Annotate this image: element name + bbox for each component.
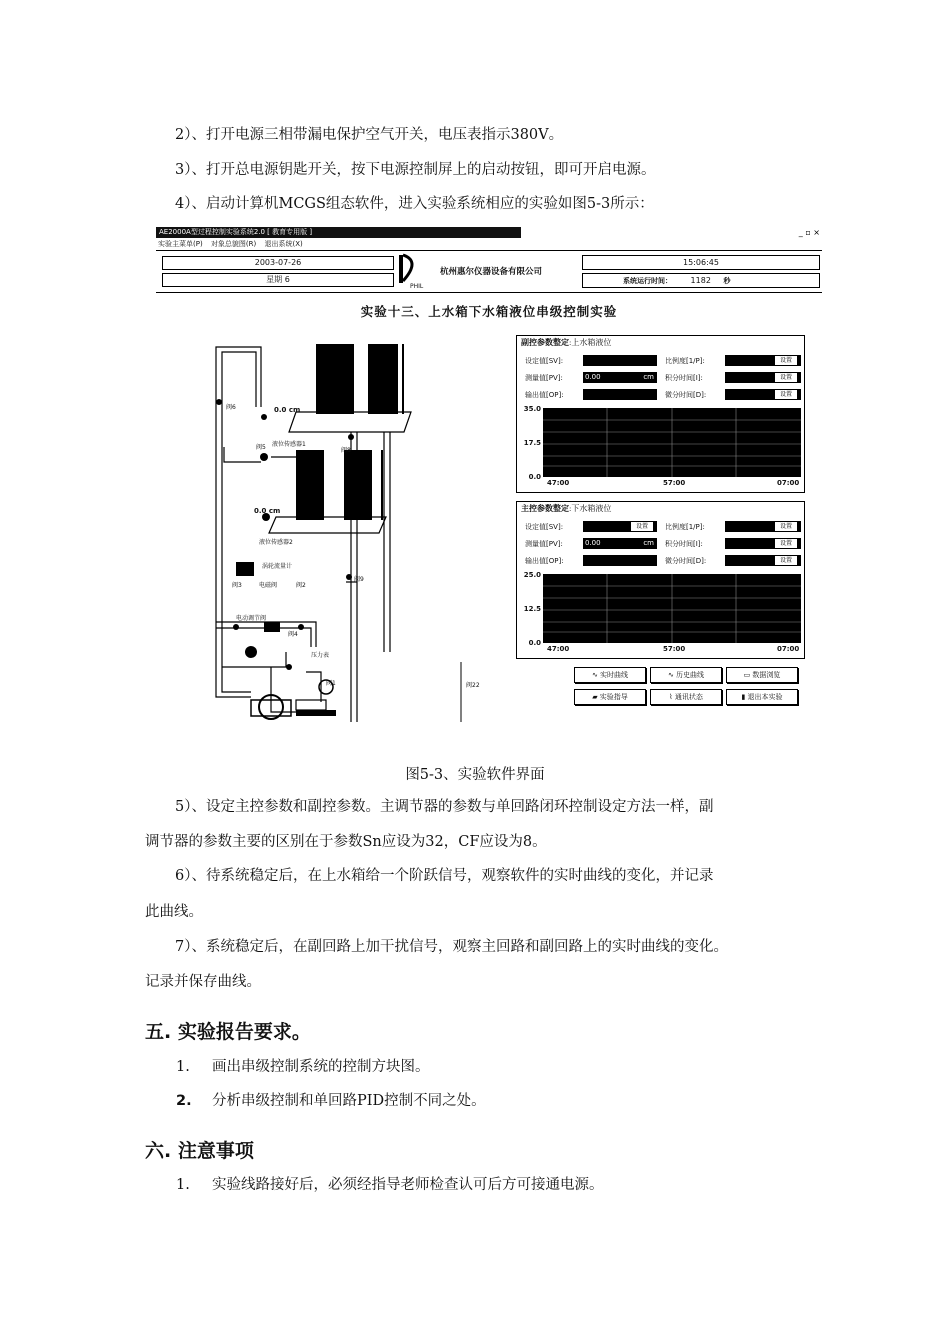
history-curve-button[interactable]: ∿ 历史曲线 (650, 667, 722, 683)
main-x-tick-3: 07:00 (777, 645, 800, 653)
truck-icon: ▭ (743, 671, 753, 679)
exit-icon: ▮ (741, 693, 748, 701)
comm-status-button[interactable]: ⌇ 通讯状态 (650, 689, 722, 705)
sub-sv-label: 设定值[SV]: (525, 357, 564, 365)
sub-pv-field: 0.00 cm (583, 372, 657, 383)
sub-p-set-button[interactable]: 设置 (774, 355, 798, 366)
label-electric-valve: 电动调节阀 (236, 615, 267, 622)
sub-y-tick-top: 35.0 (523, 405, 541, 413)
weekday-display: 星期 6 (162, 273, 394, 287)
section5-heading: 五. 实验报告要求。 (145, 1021, 311, 1043)
sub-y-tick-mid: 17.5 (523, 439, 541, 447)
step-6-line1: 6）、待系统稳定后，在上水箱给一个阶跃信号，观察软件的实时曲线的变化，并记录 (175, 868, 714, 884)
runtime-display (582, 273, 820, 288)
main-x-tick-2: 57:00 (663, 645, 686, 653)
step-6-line2: 此曲线。 (145, 904, 203, 920)
lower-level-reading: 0.0 cm (254, 507, 281, 515)
step-5-line2: 调节器的参数主要的区别在于参数Sn应设为32，CF应设为8。 (145, 834, 547, 850)
section6-heading: 六. 注意事项 (145, 1140, 254, 1162)
label-valve5: 阀5 (256, 444, 266, 451)
main-i-field[interactable] (725, 538, 801, 549)
sub-i-field[interactable] (725, 372, 801, 383)
step-7-line2: 记录并保存曲线。 (145, 974, 261, 990)
main-panel-title: 主控参数整定:下水箱液位 (521, 504, 612, 513)
wave-icon: ∿ (667, 671, 677, 679)
figure-caption: 图5-3、实验软件界面 (405, 767, 545, 783)
sub-trend-chart (543, 408, 801, 477)
label-flowmeter: 涡轮流量计 (262, 563, 293, 570)
main-op-field (583, 555, 657, 566)
section5-item2-text: 分析串级控制和单回路PID控制不同之处。 (212, 1093, 486, 1109)
main-y-tick-top: 25.0 (523, 571, 541, 579)
sub-d-field[interactable] (725, 389, 801, 400)
sub-d-set-button[interactable]: 设置 (774, 389, 798, 400)
main-p-set-button[interactable]: 设置 (774, 521, 798, 532)
realtime-curve-button[interactable]: ∿ 实时曲线 (574, 667, 646, 683)
menu-experiment-main[interactable]: 实验主菜单(P) (158, 240, 203, 248)
sub-p-field[interactable] (725, 355, 801, 366)
window-titlebar (156, 227, 521, 238)
label-solenoid: 电磁阀 (259, 582, 278, 589)
label-sensor2: 液位传感器2 (259, 539, 293, 546)
sub-control-panel (516, 335, 805, 493)
menu-object-overview[interactable]: 对象总貌图(R) (210, 240, 257, 248)
time-display: 15:06:45 (582, 255, 820, 270)
sub-x-tick-2: 57:00 (663, 479, 686, 487)
upper-level-reading: 0.0 cm (274, 406, 301, 414)
runtime-value: 1182 (690, 276, 711, 285)
sub-op-field (583, 389, 657, 400)
sub-panel-title: 副控参数整定:上水箱液位 (521, 338, 612, 347)
window-controls[interactable]: _ ▫ × (798, 228, 820, 237)
sub-i-label: 积分时间[I]: (665, 374, 703, 382)
main-d-label: 微分时间[D]: (665, 557, 707, 565)
sub-x-tick-3: 07:00 (777, 479, 800, 487)
label-valve4: 阀4 (288, 631, 298, 638)
company-name: 杭州惠尔仪器设备有限公司 (440, 267, 543, 277)
main-control-panel (516, 501, 805, 659)
main-trend-chart (543, 574, 801, 643)
main-op-label: 输出值[OP]: (525, 557, 564, 565)
sub-y-tick-bottom: 0.0 (528, 473, 541, 481)
label-valve22: 阀22 (466, 682, 480, 689)
experiment-title: 实验十三、上水箱下水箱液位串级控制实验 (360, 304, 618, 319)
section6-item1-num: 1. (176, 1177, 190, 1193)
label-valve1: 阀1 (326, 680, 336, 687)
sub-x-tick-1: 47:00 (547, 479, 570, 487)
book-icon: ▰ (592, 693, 600, 701)
wave-icon: ∿ (591, 671, 601, 679)
date-display: 2003-07-26 (162, 256, 394, 270)
menu-bar (158, 239, 309, 249)
experiment-guide-button[interactable]: ▰ 实验指导 (574, 689, 646, 705)
section5-item1-num: 1. (176, 1059, 190, 1075)
label-valve6: 阀6 (226, 404, 236, 411)
main-p-label: 比例度[1/P]: (665, 523, 705, 531)
main-pv-label: 测量值[PV]: (525, 540, 563, 548)
step-5-line1: 5）、设定主控参数和副控参数。主调节器的参数与单回路闭环控制设定方法一样，副 (175, 799, 714, 815)
label-valve8: 阀8 (341, 447, 351, 454)
main-pv-field: 0.00 cm (583, 538, 657, 549)
step-4: 4）、启动计算机MCGS组态软件，进入实验系统相应的实验如图5-3所示： (175, 196, 654, 212)
main-sv-label: 设定值[SV]: (525, 523, 564, 531)
main-sv-field[interactable] (583, 521, 657, 532)
label-valve3: 阀3 (232, 582, 242, 589)
step-7-line1: 7）、系统稳定后，在副回路上加干扰信号，观察主回路和副回路上的实时曲线的变化。 (175, 939, 728, 955)
main-i-label: 积分时间[I]: (665, 540, 703, 548)
main-p-field[interactable] (725, 521, 801, 532)
runtime-label: 系统运行时间： (623, 277, 672, 285)
sub-pv-label: 测量值[PV]: (525, 374, 563, 382)
data-browse-button[interactable]: ▭ 数据浏览 (726, 667, 798, 683)
label-valve9: 阀9 (354, 576, 364, 583)
label-pressure-gauge: 压力表 (311, 652, 330, 659)
main-x-tick-1: 47:00 (547, 645, 570, 653)
sub-sv-field[interactable] (583, 355, 657, 366)
section6-item1-text: 实验线路接好后，必须经指导老师检查认可后方可接通电源。 (212, 1177, 604, 1193)
runtime-unit: 秒 (723, 277, 731, 285)
software-screenshot (156, 227, 822, 723)
sub-d-label: 微分时间[D]: (665, 391, 707, 399)
section5-item2-num: 2. (176, 1093, 192, 1109)
main-d-set-button[interactable]: 设置 (774, 555, 798, 566)
main-i-set-button[interactable]: 设置 (774, 538, 798, 549)
label-sensor1: 液位传感器1 (272, 441, 306, 448)
main-y-tick-mid: 12.5 (523, 605, 541, 613)
process-diagram (156, 322, 506, 722)
sub-i-set-button[interactable]: 设置 (774, 372, 798, 383)
window-title: AE2000A型过程控制实验系统2.0 [ 教育专用版 ] (159, 228, 313, 236)
main-y-tick-bottom: 0.0 (528, 639, 541, 647)
step-3: 3）、打开总电源钥匙开关，按下电源控制屏上的启动按钮，即可开启电源。 (175, 162, 656, 178)
main-sv-set-button[interactable]: 设置 (630, 521, 654, 532)
main-d-field[interactable] (725, 555, 801, 566)
sub-op-label: 输出值[OP]: (525, 391, 564, 399)
menu-exit-system[interactable]: 退出系统(X) (264, 240, 303, 248)
section5-item1-text: 画出串级控制系统的控制方块图。 (212, 1059, 430, 1075)
logo-text: PHIL (410, 283, 424, 290)
label-valve2: 阀2 (296, 582, 306, 589)
exit-experiment-button[interactable]: ▮ 退出本实验 (726, 689, 798, 705)
sub-p-label: 比例度[1/P]: (665, 357, 705, 365)
signal-icon: ⌇ (669, 693, 675, 701)
step-2: 2）、打开电源三相带漏电保护空气开关，电压表指示380V。 (175, 127, 564, 143)
